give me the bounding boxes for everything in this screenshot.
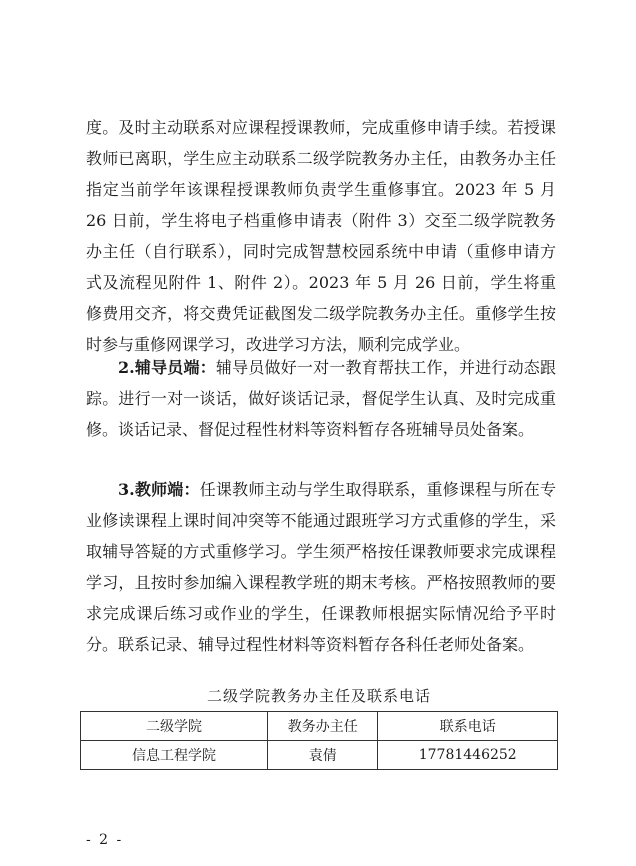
contacts-table — [80, 711, 558, 770]
paragraph-lead: 3.教师端： — [118, 480, 200, 499]
cell-college: 信息工程学院 — [81, 741, 268, 770]
paragraph-student-procedure — [86, 112, 556, 360]
paragraph-counselor — [86, 352, 556, 445]
table-row — [81, 741, 558, 770]
paragraph-teacher — [86, 474, 556, 660]
cell-phone: 17781446252 — [378, 741, 558, 770]
paragraph-lead: 2.辅导员端： — [118, 358, 216, 377]
table-header-row — [81, 712, 558, 741]
header-college: 二级学院 — [81, 712, 268, 741]
page-number: - 2 - — [86, 832, 124, 848]
cell-director: 袁倩 — [268, 741, 378, 770]
paragraph-text: 辅导员做好一对一教育帮扶工作，并进行动态跟踪。进行一对一谈话，做好谈话记录，督促学生认真、及时完成重修。谈话记录、督促过程性材料等资料暂存各班辅导员处备案。 — [86, 358, 556, 439]
paragraph-text: 度。及时主动联系对应课程授课教师，完成重修申请手续。若授课教师已离职，学生应主动联系二级学院教务办主任，由教务办主任指定当前学年该课程授课教师负责学生重修事宜。2023 年 5 月 26 日前，学生将电子档重修申请表（附件 3）交至二级学院教务办主任（自行联系），同时完成智慧校园系统中申请（重修申请方式及流程见附件 1、附件 2）。2023 年 5 月 26 日前，学生将重修费用交齐，将交费凭证截图发二级学院教务办主任。重修学生按时参与重修网课学习，改进学习方法，顺利完成学业。 — [86, 118, 556, 354]
header-phone: 联系电话 — [378, 712, 558, 741]
table-title: 二级学院教务办主任及联系电话 — [206, 687, 431, 705]
header-director: 教务办主任 — [268, 712, 378, 741]
paragraph-text: 任课教师主动与学生取得联系，重修课程与所在专业修读课程上课时间冲突等不能通过跟班学习方式重修的学生，采取辅导答疑的方式重修学习。学生须严格按任课教师要求完成课程学习，且按时参加编入课程教学班的期末考核。严格按照教师的要求完成课后练习或作业的学生，任课教师根据实际情况给予平时分。联系记录、辅导过程性材料等资料暂存各科任老师处备案。 — [86, 480, 556, 654]
